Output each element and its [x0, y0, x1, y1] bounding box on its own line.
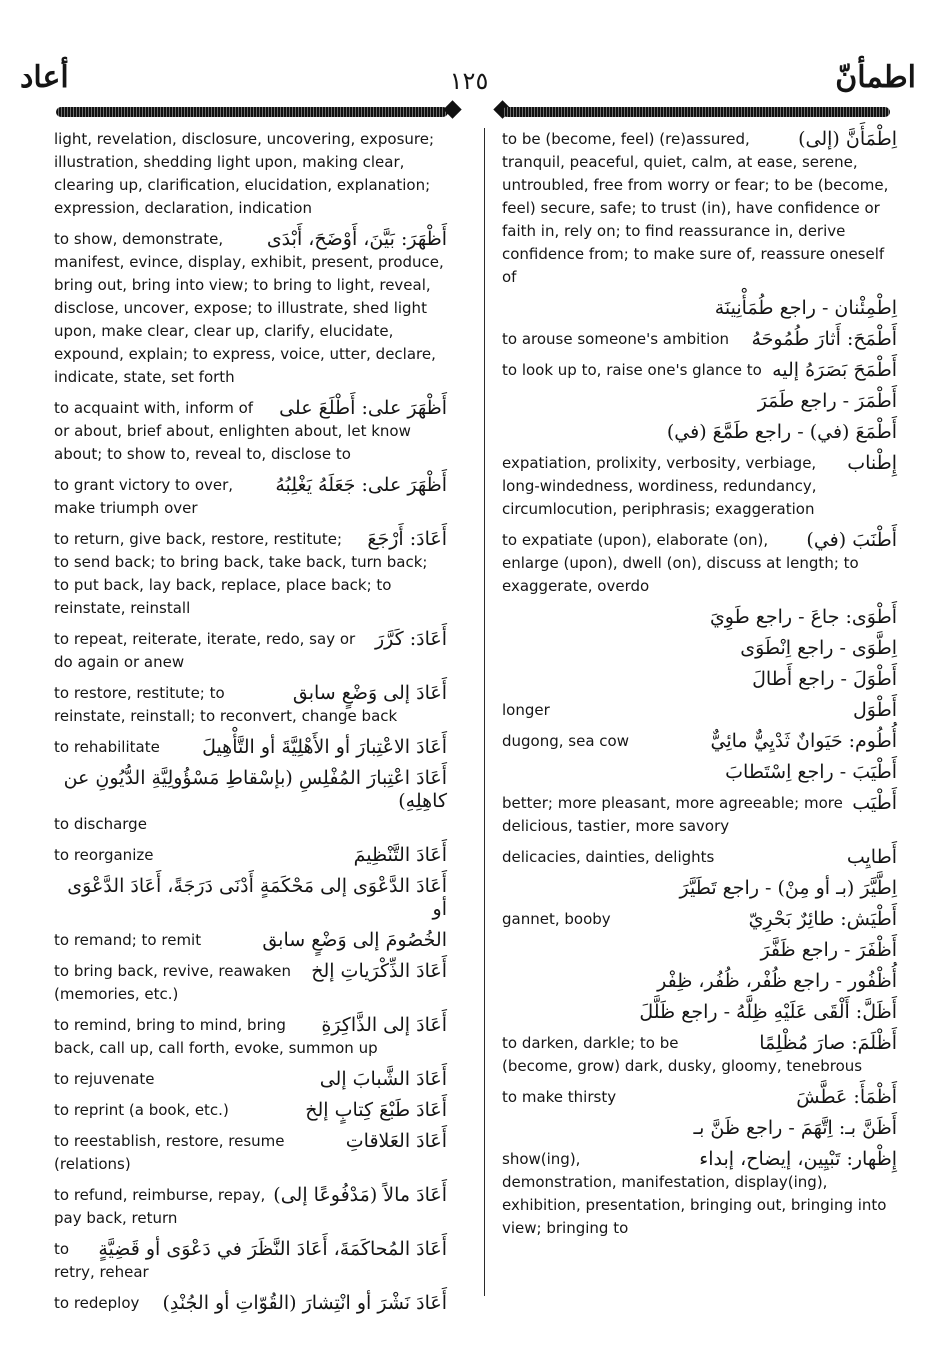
dictionary-entry: [54, 1099, 447, 1122]
dictionary-entry: [502, 128, 897, 289]
dictionary-entry: [54, 1184, 447, 1230]
arabic-headword: أَطايِب: [846, 846, 897, 868]
english-definition: to reprint (a book, etc.): [54, 1101, 229, 1119]
dictionary-entry: [502, 761, 897, 784]
dictionary-entry: [502, 1086, 897, 1109]
dictionary-entry: [54, 929, 447, 952]
dictionary-entry: [502, 529, 897, 598]
arabic-headword: أَعَادَ الدَّعْوَى إلى مَحْكَمَةٍ أَدْنَى دَرَجَةً، أَعَادَ الدَّعْوَى أو: [67, 875, 447, 920]
english-definition: delicacies, dainties, delights: [502, 848, 715, 866]
arabic-headword: الخُصُومَ إلى وَضْعٍ سابق: [262, 929, 447, 951]
english-definition: to return, give back, restore, restitute; to send back; to bring back, take back, turn back; to put back, lay back, replace, place back; to reinstate, reinstall: [54, 530, 428, 617]
arabic-headword: إِطْناب: [847, 452, 897, 474]
english-definition: to remand; to remit: [54, 931, 202, 949]
arabic-headword: أَعَادَ: أَرْجَعَ: [367, 528, 447, 550]
arabic-headword: أَطْنَبَ (في): [806, 529, 897, 551]
dictionary-entry: [54, 767, 447, 836]
dictionary-entry: [502, 730, 897, 753]
english-definition: to rejuvenate: [54, 1070, 155, 1088]
english-definition: to grant victory to over, make triumph over: [54, 476, 234, 517]
dictionary-entry: [54, 1130, 447, 1176]
dictionary-entry: [502, 1148, 897, 1240]
english-definition: better; more pleasant, more agreeable; more delicious, tastier, more savory: [502, 794, 843, 835]
dictionary-entry: [54, 228, 447, 389]
dictionary-entry: [54, 682, 447, 728]
dictionary-entry: [502, 421, 897, 444]
column-divider: [484, 128, 485, 1296]
arabic-headword: أَعَادَ التَّنْظِيمَ: [353, 844, 447, 866]
dictionary-entry: [502, 1032, 897, 1078]
arabic-headword: أَعَادَ اعْتِبارَ المُفْلِسِ (بإسْقاطِ مَسْؤُولِيَّةِ الدُّيُونِ عن كاهِلِهِ): [63, 767, 447, 812]
header-rule-left: [56, 107, 448, 117]
english-definition: to arouse someone's ambition: [502, 330, 730, 348]
arabic-headword: أَطْوَل: [852, 699, 897, 721]
arabic-headword: أَظْهَرَ على: جَعَلَهُ يَغْلِبُهُ: [275, 474, 447, 496]
arabic-headword: أَطْمَرَ - راجع طَمَرَ: [757, 390, 897, 412]
dictionary-entry: [502, 359, 897, 382]
arabic-headword: أَعَادَ الاعْتِبارَ أو الأَهْلِيَّةَ أو التَّأْهِيلَ: [202, 736, 447, 758]
english-definition: light, revelation, disclosure, uncovering, exposure; illustration, shedding light upon, making clear, clearing up, clarification, elucidation, explanation; expression, declaration, indication: [54, 130, 435, 217]
dictionary-entry: [502, 846, 897, 869]
left-guide-word: أعاد: [20, 60, 69, 95]
arabic-headword: اِطْمَأَنَّ (إلى): [798, 128, 897, 150]
dictionary-entry: [54, 736, 447, 759]
arabic-headword: أَعَادَ العَلاقاتِ: [345, 1130, 447, 1152]
arabic-headword: أَظَنَّ بـ: اِتَّهَمَ - راجع ظَنَّ بـ: [693, 1117, 897, 1139]
english-definition: to be (become, feel) (re)assured, tranquil, peaceful, quiet, calm, at ease, serene, untroubled, free from worry or fear; to be (become, feel) secure, safe; to trust (in), have confidence or faith in, rely on; to find reassurance in, derive confidence from; to make sure of, reassure oneself of: [502, 130, 889, 286]
arabic-headword: أَطْمَحَ بَصَرَهُ إليه: [772, 359, 897, 381]
english-definition: expatiation, prolixity, verbosity, verbiage, long-windedness, wordiness, redundancy, circumlocution, periphrasis; exaggeration: [502, 454, 817, 518]
english-definition: to rehabilitate: [54, 738, 160, 756]
header-rule-right: [502, 107, 890, 117]
english-definition: to refund, reimburse, repay, pay back, return: [54, 1186, 266, 1227]
dictionary-entry: [502, 668, 897, 691]
dictionary-entry: [502, 877, 897, 900]
dictionary-entry: [502, 1001, 897, 1024]
english-definition: to discharge: [54, 815, 147, 833]
dictionary-entry: [54, 1068, 447, 1091]
page-number: ١٢٥: [449, 67, 489, 95]
arabic-headword: أَظْلَمَ: صارَ مُظْلِمًا: [759, 1032, 897, 1054]
dictionary-entry: [54, 397, 447, 466]
arabic-headword: أَعَادَ: كَرَّرَ: [374, 628, 447, 650]
english-definition: to bring back, revive, reawaken (memories, etc.): [54, 962, 292, 1003]
arabic-headword: أُظْفُور - راجع ظُفْر، ظُفُر، ظِفْر: [657, 970, 897, 992]
english-definition: to reorganize: [54, 846, 154, 864]
english-definition: to make thirsty: [502, 1088, 617, 1106]
dictionary-entry: [54, 1014, 447, 1060]
arabic-headword: أَظْفَرَ - راجع ظَفَّرَ: [760, 939, 897, 961]
english-definition: to expatiate (upon), elaborate (on), enlarge (upon), dwell (on), discuss at length; to exaggerate, overdo: [502, 531, 859, 595]
english-definition: to restore, restitute; to reinstate, reinstall; to reconvert, change back: [54, 684, 398, 725]
arabic-headword: أَعَادَ الشَّبابَ إلى: [319, 1068, 447, 1090]
english-definition: gannet, booby: [502, 910, 611, 928]
english-definition: to acquaint with, inform of or about, brief about, enlighten about, let know about; to show to, reveal to, disclose to: [54, 399, 411, 463]
english-definition: dugong, sea cow: [502, 732, 629, 750]
arabic-headword: أَظْمَأَ: عَطَّشَ: [796, 1086, 897, 1108]
dictionary-entry: [502, 606, 897, 629]
arabic-headword: أَظْهَرَ: بَيَّنَ، أَوْضَحَ، أَبْدَى: [266, 228, 447, 250]
arabic-headword: أَعَادَ مالاً (مَدْفُوعًا إلى): [273, 1184, 447, 1206]
dictionary-entry: [502, 908, 897, 931]
dictionary-entry: [502, 970, 897, 993]
arabic-headword: أُطُوم: حَيَوانٌ ثَدْيِيٌّ مائِيٌّ: [710, 730, 897, 752]
english-definition: to remind, bring to mind, bring back, call up, call forth, evoke, summon up: [54, 1016, 378, 1057]
english-definition: to redeploy: [54, 1294, 140, 1312]
arabic-headword: أَعَادَ إلى وَضْعٍ سابق: [292, 682, 447, 704]
english-definition: show(ing), demonstration, manifestation, display(ing), exhibition, presentation, bringing out, bringing into view; bringing to: [502, 1150, 887, 1237]
english-definition: to repeat, reiterate, iterate, redo, say or do again or anew: [54, 630, 356, 671]
dictionary-entry: [502, 1117, 897, 1140]
dictionary-entry: [54, 875, 447, 921]
arabic-headword: إِظْهار: تَبْيِين، إيضاح، إبداء: [699, 1148, 897, 1170]
dictionary-entry: [54, 528, 447, 620]
english-definition: to look up to, raise one's glance to: [502, 361, 762, 379]
english-definition: to retry, rehear: [54, 1240, 149, 1281]
dictionary-entry: [54, 1292, 447, 1315]
arabic-headword: أَطْيَبَ - راجع اِسْتَطابَ: [725, 761, 897, 783]
arabic-headword: أَظْهَرَ على: أَطْلَعَ على: [279, 397, 447, 419]
english-definition: to darken, darkle; to be (become, grow) dark, dusky, gloomy, tenebrous: [502, 1034, 863, 1075]
arabic-headword: أَطْيَب: [852, 792, 897, 814]
arabic-headword: اِطَّيَّرَ (بـ أو مِنْ) - راجع تَطَيَّرَ: [679, 877, 897, 899]
dictionary-entry: [54, 960, 447, 1006]
dictionary-entry: [502, 452, 897, 521]
dictionary-entry: [502, 792, 897, 838]
arabic-headword: اِطْمِئْنان - راجع طُمَأْنِينَة: [714, 297, 897, 319]
arabic-headword: أَطْمَعَ (في) - راجع طَمَّعَ (في): [666, 421, 897, 443]
dictionary-entry: [502, 939, 897, 962]
right-guide-word: اطمأنّ: [835, 60, 916, 95]
dictionary-entry: [502, 637, 897, 660]
arabic-headword: أَظَلَّ: أَلْقَى عَلَيْهِ ظِلَّهُ - راجع ظَلَّلَ: [639, 1001, 897, 1023]
arabic-headword: أَعَادَ إلى الذَّاكِرَةِ: [321, 1014, 447, 1036]
arabic-headword: أَعَادَ نَشْرَ أو انْتِشارَ (القُوّاتِ أو الجُنْدِ): [162, 1292, 447, 1314]
dictionary-entry: [502, 297, 897, 320]
arabic-headword: أَطْوَى: جاعَ - راجع طَوِيَ: [709, 606, 897, 628]
dictionary-entry: [54, 474, 447, 520]
arabic-headword: اِطَّوَى - راجع اِنْطَوَى: [740, 637, 897, 659]
dictionary-entry: [54, 128, 447, 220]
dictionary-entry: [54, 1238, 447, 1284]
arabic-headword: أَعَادَ طَبْعَ كِتابٍ إلخ: [305, 1099, 447, 1121]
arabic-headword: أَطْوَلَ - راجع أَطالَ: [752, 668, 897, 690]
dictionary-entry: [54, 628, 447, 674]
arabic-headword: أَطْمَحَ: أَثارَ طُمُوحَهُ: [751, 328, 897, 350]
arabic-headword: أَعَادَ المُحاكَمَةَ، أَعَادَ النَّظَرَ في دَعْوَى أو قَضِيَّةٍ: [98, 1238, 447, 1260]
english-definition: to show, demonstrate, manifest, evince, display, exhibit, present, produce, bring out, bring into view; to bring to light, reveal, disclose, uncover, expose; to illustrate, shed light upon, make clear, clear up, clarify, elucidate, expound, explain; to express, voice, utter, declare, indicate, state, set forth: [54, 230, 444, 386]
dictionary-entry: [502, 390, 897, 413]
right-column: [502, 128, 897, 1248]
dictionary-entry: [54, 844, 447, 867]
dictionary-entry: [502, 699, 897, 722]
english-definition: longer: [502, 701, 550, 719]
left-column: [54, 128, 447, 1323]
arabic-headword: أَطْيَش: طائِرٌ بَحْرِيّ: [748, 908, 897, 930]
english-definition: to reestablish, restore, resume (relations): [54, 1132, 285, 1173]
arabic-headword: أَعَادَ الذِّكْرَياتِ إلخ: [311, 960, 447, 982]
dictionary-entry: [502, 328, 897, 351]
